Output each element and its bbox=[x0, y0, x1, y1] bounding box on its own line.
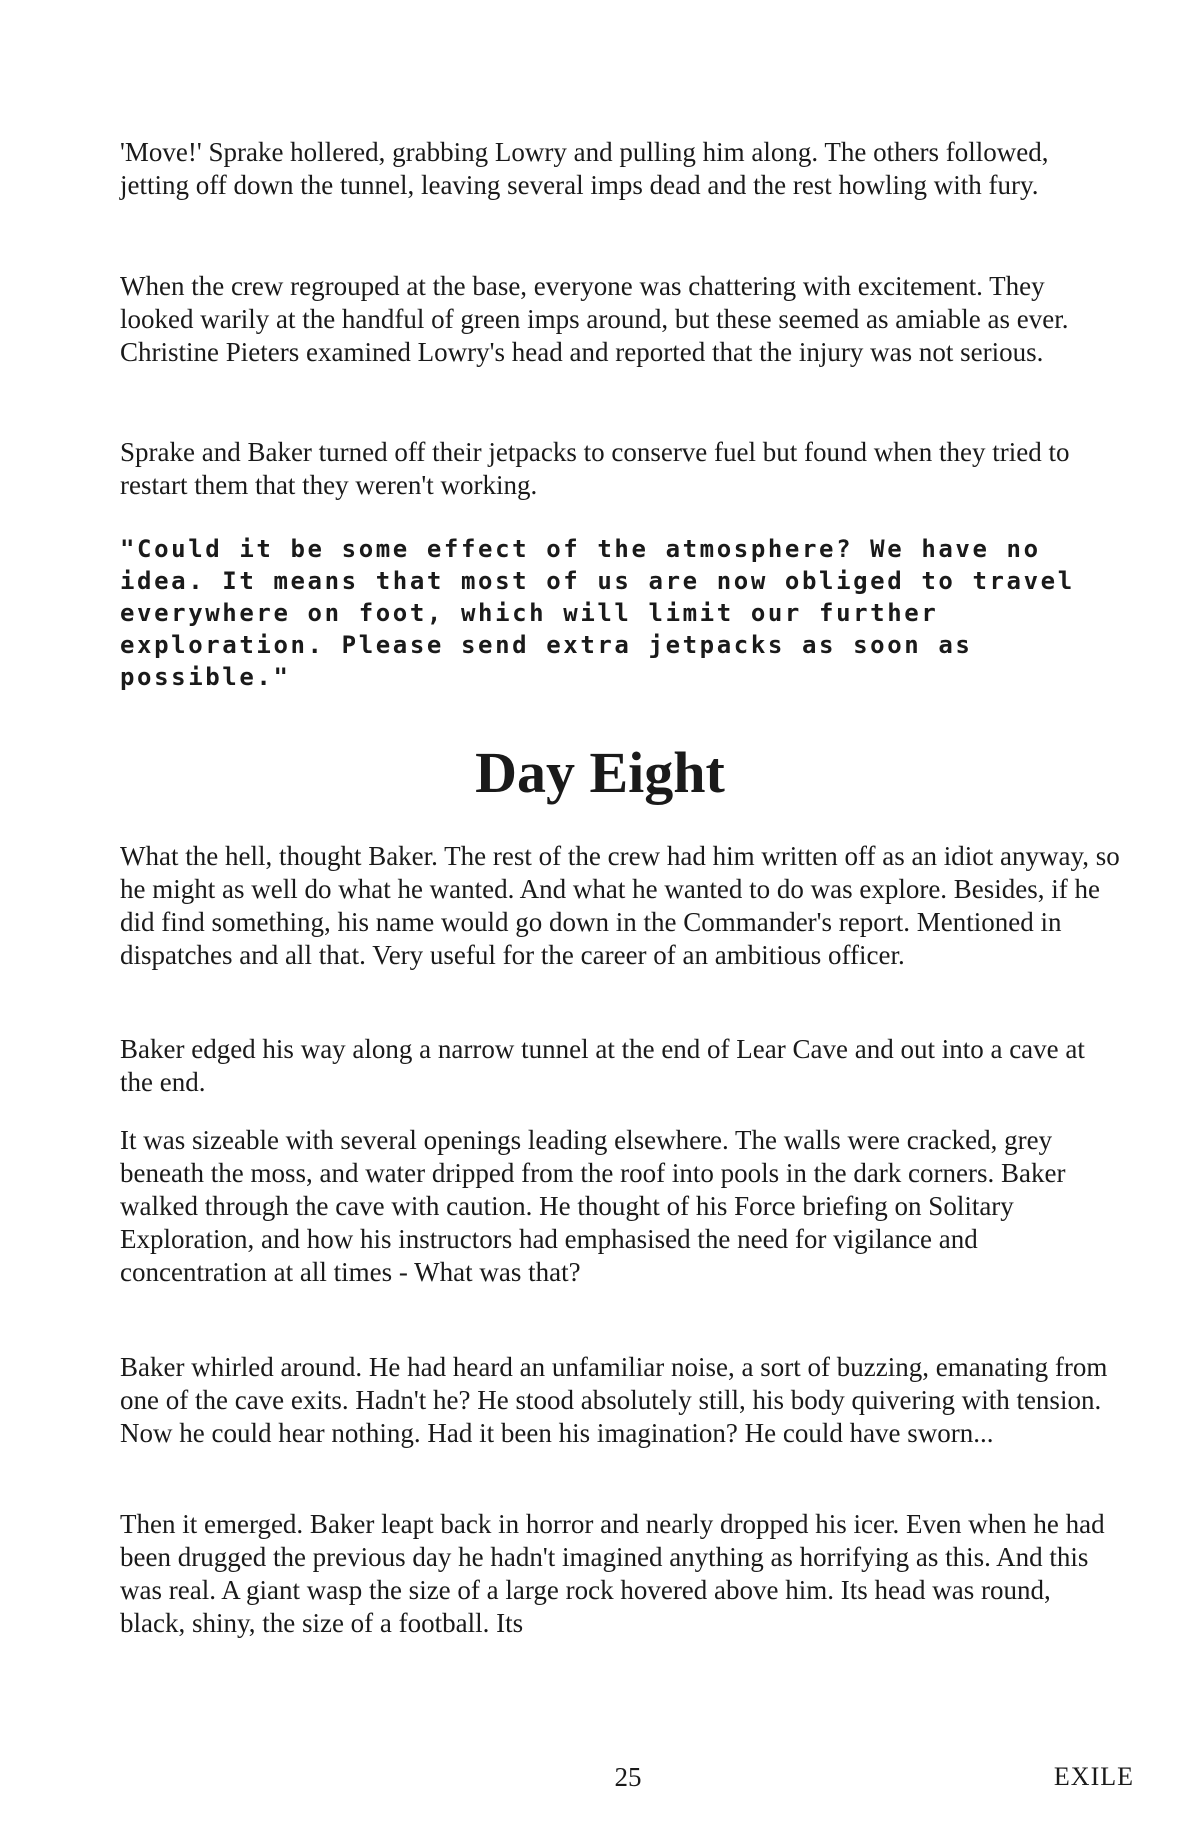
transmission-message: "Could it be some effect of the atmosphere? We have no idea. It means that most of us are now obliged to travel everywhere on foot, which will limit our further exploration. Please send extra jetpacks as soon as possible." bbox=[120, 535, 1075, 691]
paragraph-buzzing: Baker whirled around. He had heard an unfamiliar noise, a sort of buzzing, emanating from one of the cave exits. Hadn't he? He stood absolutely still, his body quivering with tension. Now he could hear nothing. Had it been his imagination? He could have sworn... bbox=[120, 1352, 1108, 1448]
running-footer-title: EXILE bbox=[1053, 1762, 1134, 1791]
page-number: 25 bbox=[614, 1762, 642, 1792]
paragraph-regroup: When the crew regrouped at the base, everyone was chattering with excitement. They looked warily at the handful of green imps around, but these seemed as amiable as ever. Christine Pieters examined Lowry's head and reported that the injury was not serious. bbox=[120, 271, 1069, 367]
paragraph-cave: It was sizeable with several openings leading elsewhere. The walls were cracked, grey beneath the moss, and water dripped from the roof into pools in the dark corners. Baker walked through the cave with caution. He thought of his Force briefing on Solitary Exploration, and how his instructors had emphasised the need for vigilance and concentration at all times - What was that? bbox=[120, 1125, 1066, 1287]
paragraph-baker-thought: What the hell, thought Baker. The rest of the crew had him written off as an idiot anyway, so he might as well do what he wanted. And what he wanted to do was explore. Besides, if he did find something, his name would go down in the Commander's report. Mentioned in dispatches and all that. Very useful for the career of an ambitious officer. bbox=[120, 841, 1120, 970]
paragraph-escape: 'Move!' Sprake hollered, grabbing Lowry and pulling him along. The others followed, jetting off down the tunnel, leaving several imps dead and the rest howling with fury. bbox=[120, 137, 1049, 200]
paragraph-tunnel: Baker edged his way along a narrow tunnel at the end of Lear Cave and out into a cave at the end. bbox=[120, 1034, 1085, 1097]
paragraph-jetpacks: Sprake and Baker turned off their jetpacks to conserve fuel but found when they tried to restart them that they weren't working. bbox=[120, 437, 1070, 500]
chapter-heading: Day Eight bbox=[475, 740, 725, 805]
paragraph-wasp: Then it emerged. Baker leapt back in horror and nearly dropped his icer. Even when he had been drugged the previous day he hadn't imagined anything as horrifying as this. And this was real. A giant wasp the size of a large rock hovered above him. Its head was round, black, shiny, the size of a football. Its bbox=[120, 1509, 1105, 1638]
